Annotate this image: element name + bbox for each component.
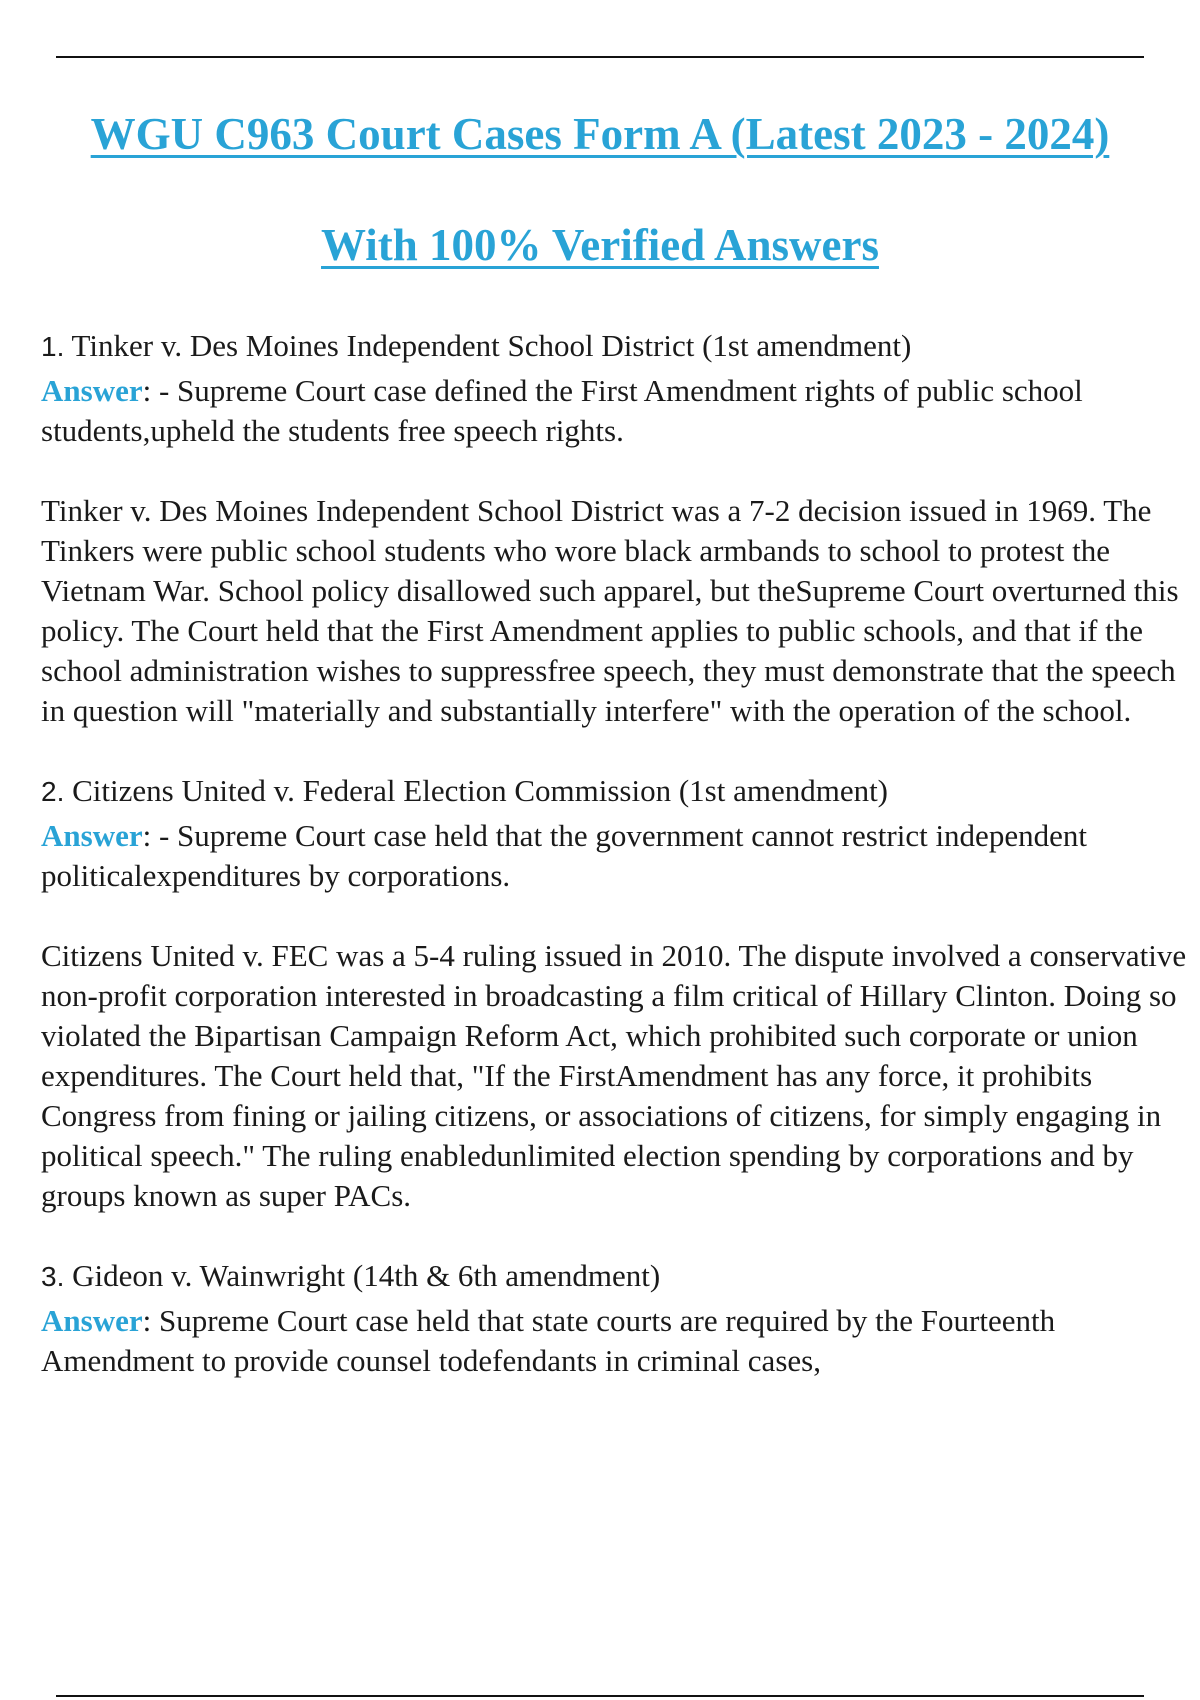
case-number: 2. [41,776,65,807]
case-question-text: Citizens United v. Federal Election Commission (1st amendment) [64,773,889,808]
case-number: 3. [41,1261,65,1292]
document-subtitle-text: With 100% Verified Answers [321,220,879,270]
top-rule [56,56,1144,58]
case-question-text: Gideon v. Wainwright (14th & 6th amendment) [64,1258,661,1293]
case-question-text: Tinker v. Des Moines Independent School District (1st amendment) [64,328,912,363]
case-item-tinker [41,326,1191,731]
case-list [41,326,1191,1421]
case-item-citizens-united [41,771,1191,1216]
case-question [41,1256,1191,1297]
case-answer [41,816,1191,896]
case-number: 1. [41,331,65,362]
case-item-gideon [41,1256,1191,1381]
answer-label: Answer [41,373,143,408]
answer-label: Answer [41,1303,143,1338]
bottom-rule [56,1695,1144,1697]
document-subtitle [0,220,1200,270]
case-question [41,326,1191,367]
answer-label: Answer [41,818,143,853]
case-answer [41,371,1191,451]
case-answer-text: : Supreme Court case held that state courts are required by the Fourteenth Amendment to provide counsel todefendants in criminal cases, [41,1303,1056,1378]
case-explanation: Citizens United v. FEC was a 5-4 ruling issued in 2010. The dispute involved a conservative non-profit corporation interested in broadcasting a film critical of Hillary Clinton. Doing so violated the Bipartisan Campaign Reform Act, which prohibited such corporate or union expenditures. The Court held that, "If the FirstAmendment has any force, it prohibits Congress from fining or jailing citizens, or associations of citizens, for simply engaging in political speech." The ruling enabledunlimited election spending by corporations and by groups known as super PACs. [41,938,1187,1213]
case-answer [41,1301,1191,1381]
document-title-text: WGU C963 Court Cases Form A (Latest 2023 - 2024) [90,109,1110,159]
document-title [0,109,1200,159]
case-answer-text: : - Supreme Court case defined the First Amendment rights of public school students,upheld the students free speech rights. [41,373,1083,448]
case-question [41,771,1191,812]
case-answer-text: : - Supreme Court case held that the government cannot restrict independent politicalexpenditures by corporations. [41,818,1087,893]
case-explanation: Tinker v. Des Moines Independent School District was a 7-2 decision issued in 1969. The Tinkers were public school students who wore black armbands to school to protest the Vietnam War. School policy disallowed such apparel, but theSupreme Court overturned this policy. The Court held that the First Amendment applies to public schools, and that if the school administration wishes to suppressfree speech, they must demonstrate that the speech in question will "materially and substantially interfere" with the operation of the school. [41,493,1179,728]
